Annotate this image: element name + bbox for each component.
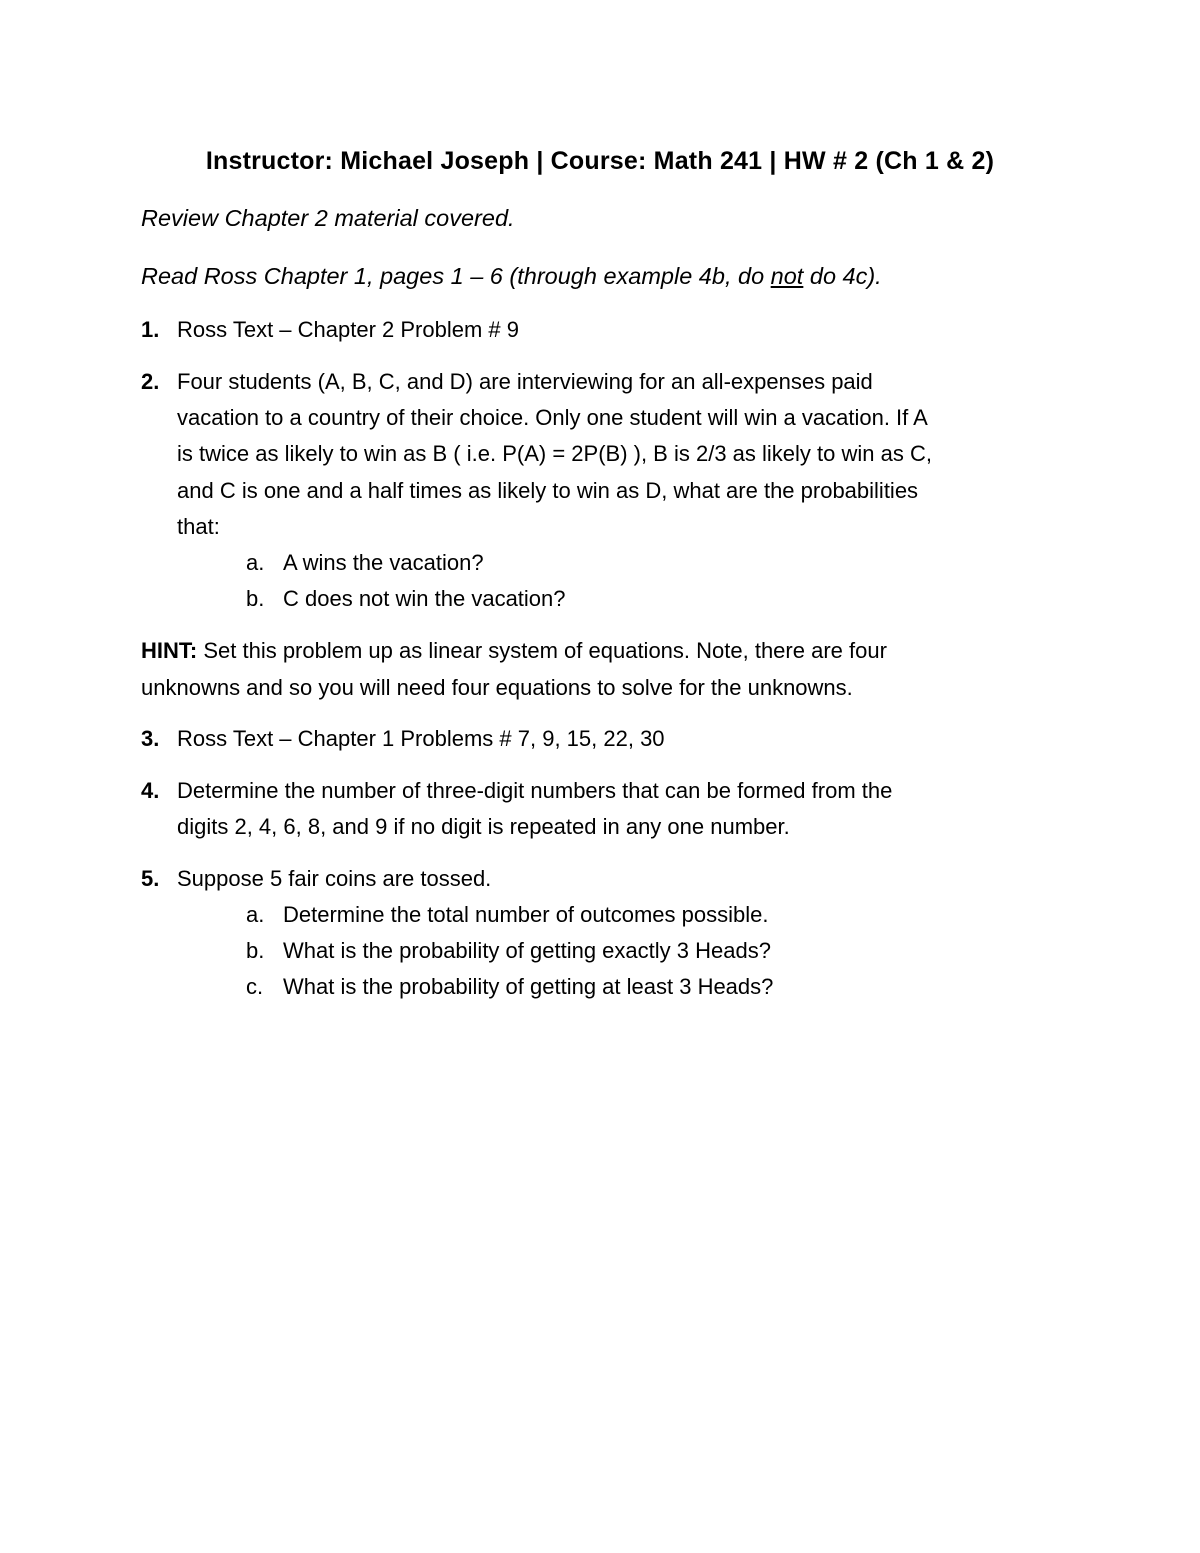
hint-block (141, 633, 1041, 706)
reading-instruction-prefix: Read Ross Chapter 1, pages 1 – 6 (through example 4b, do (141, 263, 771, 289)
problem-4-number: 4. (141, 778, 160, 803)
problem-5c-text: What is the probability of getting at least 3 Heads? (283, 974, 774, 999)
problem-2b-text: C does not win the vacation? (283, 586, 566, 611)
problem-4-text (177, 773, 1057, 845)
problem-5c-letter: c. (246, 974, 264, 999)
hint-line (141, 633, 1041, 670)
problem-5b-letter: b. (246, 938, 265, 963)
problem-5a-text: Determine the total number of outcomes possible. (283, 902, 769, 927)
problem-5a-letter: a. (246, 902, 265, 927)
problem-2-line: and C is one and a half times as likely to win as D, what are the probabilities (177, 477, 919, 503)
reading-instruction-suffix: do 4c). (803, 263, 882, 289)
page-title: Instructor: Michael Joseph | Course: Math 241 | HW # 2 (Ch 1 & 2) (205, 147, 995, 175)
review-instruction: Review Chapter 2 material covered. (141, 205, 515, 231)
problem-2a-text: A wins the vacation? (283, 550, 484, 575)
problem-5-number: 5. (141, 866, 160, 891)
problem-5b-text: What is the probability of getting exactly 3 Heads? (283, 938, 771, 963)
problem-2b-letter: b. (246, 586, 265, 611)
problem-2-line: vacation to a country of their choice. Only one student will win a vacation. If A (177, 405, 928, 431)
problem-2a-letter: a. (246, 550, 265, 575)
problem-1-number: 1. (141, 317, 160, 342)
problem-1-text: Ross Text – Chapter 2 Problem # 9 (177, 317, 519, 342)
problem-2-text (177, 364, 1057, 545)
problem-2-line: Four students (A, B, C, and D) are interviewing for an all-expenses paid (177, 369, 873, 394)
hint-text: Set this problem up as linear system of equations. Note, there are four (197, 638, 887, 663)
problem-2-number: 2. (141, 369, 160, 394)
problem-4-line: Determine the number of three-digit numbers that can be formed from the (177, 778, 893, 803)
problem-5-text: Suppose 5 fair coins are tossed. (177, 866, 492, 891)
reading-instruction (141, 259, 882, 293)
problem-2-line: is twice as likely to win as B ( i.e. P(A) = 2P(B) ), B is 2/3 as likely to win as C, (177, 441, 932, 467)
hint-label: HINT: (141, 638, 198, 663)
reading-instruction-emphasis: not (770, 263, 804, 289)
hint-line: unknowns and so you will need four equations to solve for the unknowns. (141, 674, 853, 700)
problem-4-line: digits 2, 4, 6, 8, and 9 if no digit is repeated in any one number. (177, 814, 790, 840)
problem-3-number: 3. (141, 726, 160, 751)
problem-3-text: Ross Text – Chapter 1 Problems # 7, 9, 15, 22, 30 (177, 726, 665, 751)
problem-2-line: that: (177, 513, 220, 539)
